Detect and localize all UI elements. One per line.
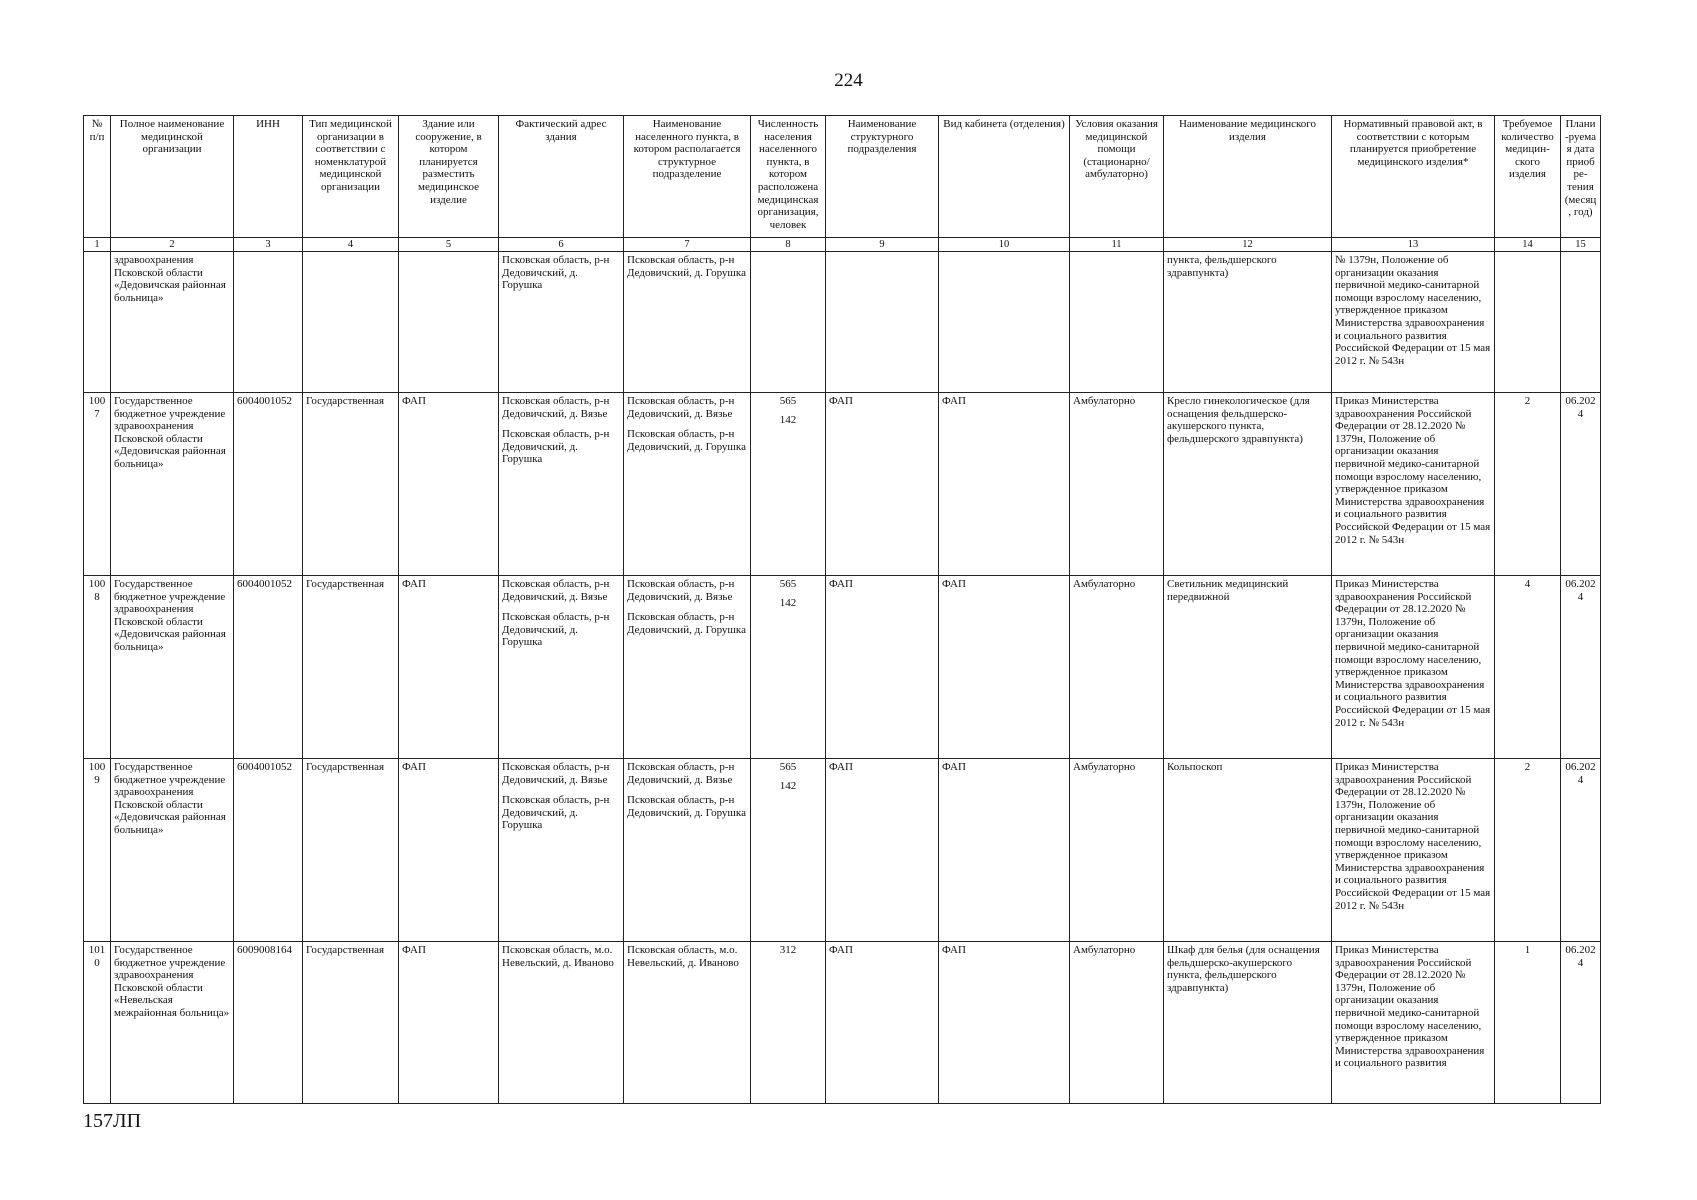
settlement-line: Псковская область, р-н Дедовичский, д. Горушка — [627, 611, 746, 636]
org-name-cell: Государственное бюджетное учреждение здравоохранения Псковской области «Дедовичская районная больница» — [111, 759, 234, 942]
cabinet-cell: ФАП — [939, 942, 1070, 1104]
device-cell: Кресло гинекологическое (для оснащения фельдшерско-акушерского пункта, фельдшерского здравпункта) — [1164, 393, 1332, 576]
inn-cell: 6004001052 — [234, 393, 303, 576]
settlement-line: Псковская область, р-н Дедовичский, д. Горушка — [627, 428, 746, 453]
act-cell: Приказ Министерства здравоохранения Российской Федерации от 28.12.2020 № 1379н, Положение об организации оказания первичной медико-санитарной помощи взрослому населению, утвержденное приказом Министерства здравоохранения и социального развития Российской Федерации от 15 мая 2012 г. № 543н — [1332, 393, 1495, 576]
address-cell: Псковская область, р-н Дедовичский, д. Горушка — [499, 252, 624, 393]
column-number: 13 — [1332, 238, 1495, 252]
address-line: Псковская область, р-н Дедовичский, д. Вязье — [502, 578, 610, 603]
building-cell: ФАП — [399, 942, 499, 1104]
population-cell — [751, 759, 826, 942]
settlement-cell — [624, 942, 751, 1104]
header-cell: № п/п — [84, 116, 111, 238]
column-number: 9 — [826, 238, 939, 252]
settlement-line: Псковская область, м.о. Невельский, д. Иваново — [627, 944, 739, 969]
table-row — [84, 576, 1601, 759]
address-line: Псковская область, р-н Дедовичский, д. Горушка — [502, 611, 610, 649]
header-cell: Вид кабинета (отделения) — [939, 116, 1070, 238]
building-cell: ФАП — [399, 576, 499, 759]
population-value: 312 — [779, 944, 797, 956]
act-cell: № 1379н, Положение об организации оказания первичной медико-санитарной помощи взрослому населению, утвержденное приказом Министерства здравоохранения и социального развития Российской Федерации от 15 мая 2012 г. № 543н — [1332, 252, 1495, 393]
address-line: Псковская область, р-н Дедовичский, д. Горушка — [502, 794, 610, 832]
header-cell: Нормативный правовой акт, в соответствии с которым планируется приобретение медицинского изделия* — [1332, 116, 1495, 238]
column-number: 3 — [234, 238, 303, 252]
settlement-cell — [624, 393, 751, 576]
header-cell: Плани-руемая дата приобре-тения (месяц, год) — [1561, 116, 1601, 238]
date-cell: 06.2024 — [1561, 576, 1601, 759]
address-cell — [499, 576, 624, 759]
quantity-cell: 2 — [1495, 393, 1561, 576]
address-line: Псковская область, р-н Дедовичский, д. Горушка — [502, 428, 610, 466]
column-number: 12 — [1164, 238, 1332, 252]
address-line: Псковская область, м.о. Невельский, д. Иваново — [502, 944, 614, 969]
row-number: 1010 — [84, 942, 111, 1104]
org-name-cell: Государственное бюджетное учреждение здравоохранения Псковской области «Дедовичская районная больница» — [111, 393, 234, 576]
header-cell: Наименование структурного подразделения — [826, 116, 939, 238]
population-cell — [751, 576, 826, 759]
page-number: 224 — [834, 70, 863, 91]
column-number: 15 — [1561, 238, 1601, 252]
header-cell: Условия оказания медицинской помощи (стационарно/ амбулаторно) — [1070, 116, 1164, 238]
address-cell — [499, 942, 624, 1104]
row-number: 1008 — [84, 576, 111, 759]
column-number: 7 — [624, 238, 751, 252]
unit-cell: ФАП — [826, 942, 939, 1104]
header-cell: Здание или сооружение, в котором планируется разместить медицинское изделие — [399, 116, 499, 238]
device-cell: Светильник медицинский передвижной — [1164, 576, 1332, 759]
population-value: 142 — [779, 596, 797, 609]
inn-cell: 6009008164 — [234, 942, 303, 1104]
population-cell — [751, 393, 826, 576]
act-cell: Приказ Министерства здравоохранения Российской Федерации от 28.12.2020 № 1379н, Положение об организации оказания первичной медико-санитарной помощи взрослому населению, утвержденное приказом Министерства здравоохранения и социального развития — [1332, 942, 1495, 1104]
cabinet-cell: ФАП — [939, 576, 1070, 759]
address-cell — [499, 759, 624, 942]
unit-cell: ФАП — [826, 393, 939, 576]
population-value: 142 — [779, 779, 797, 792]
column-number-row — [84, 238, 1601, 252]
date-cell: 06.2024 — [1561, 942, 1601, 1104]
population-value: 565 — [779, 395, 797, 407]
device-cell: Кольпоскоп — [1164, 759, 1332, 942]
header-cell: Численность населения населенного пункта, в котором расположена медицинская организация, человек — [751, 116, 826, 238]
date-cell: 06.2024 — [1561, 393, 1601, 576]
column-number: 1 — [84, 238, 111, 252]
quantity-cell: 4 — [1495, 576, 1561, 759]
org-name-cell: Государственное бюджетное учреждение здравоохранения Псковской области «Невельская межрайонная больница» — [111, 942, 234, 1104]
table-row — [84, 393, 1601, 576]
header-cell: Наименование населенного пункта, в котором располагается структурное подразделение — [624, 116, 751, 238]
unit-cell: ФАП — [826, 759, 939, 942]
inn-cell: 6004001052 — [234, 576, 303, 759]
header-cell: ИНН — [234, 116, 303, 238]
cabinet-cell: ФАП — [939, 759, 1070, 942]
document-code: 157ЛП — [83, 1110, 142, 1132]
act-cell: Приказ Министерства здравоохранения Российской Федерации от 28.12.2020 № 1379н, Положение об организации оказания первичной медико-санитарной помощи взрослому населению, утвержденное приказом Министерства здравоохранения и социального развития Российской Федерации от 15 мая 2012 г. № 543н — [1332, 576, 1495, 759]
table-row — [84, 942, 1601, 1104]
settlement-line: Псковская область, р-н Дедовичский, д. Вязье — [627, 578, 735, 603]
population-value: 565 — [779, 761, 797, 773]
address-line: Псковская область, р-н Дедовичский, д. Вязье — [502, 761, 610, 786]
cabinet-cell: ФАП — [939, 393, 1070, 576]
population-cell — [751, 942, 826, 1104]
equipment-table — [83, 115, 1601, 1104]
column-number: 4 — [303, 238, 399, 252]
header-row — [84, 116, 1601, 238]
inn-cell: 6004001052 — [234, 759, 303, 942]
org-type-cell: Государственная — [303, 393, 399, 576]
column-number: 8 — [751, 238, 826, 252]
header-cell: Фактический адрес здания — [499, 116, 624, 238]
unit-cell: ФАП — [826, 576, 939, 759]
population-value: 142 — [779, 413, 797, 426]
address-cell — [499, 393, 624, 576]
org-type-cell: Государственная — [303, 942, 399, 1104]
device-cell: Шкаф для белья (для оснащения фельдшерско-акушерского пункта, фельдшерского здравпункта) — [1164, 942, 1332, 1104]
column-number: 11 — [1070, 238, 1164, 252]
org-type-cell: Государственная — [303, 759, 399, 942]
column-number: 2 — [111, 238, 234, 252]
column-number: 6 — [499, 238, 624, 252]
conditions-cell: Амбулаторно — [1070, 759, 1164, 942]
settlement-line: Псковская область, р-н Дедовичский, д. Вязье — [627, 395, 735, 420]
date-cell: 06.2024 — [1561, 759, 1601, 942]
column-number: 10 — [939, 238, 1070, 252]
device-cell: пункта, фельдшерского здравпункта) — [1164, 252, 1332, 393]
address-line: Псковская область, р-н Дедовичский, д. Вязье — [502, 395, 610, 420]
header-cell: Тип медицинской организации в соответствии с номенклатурой медицинской организации — [303, 116, 399, 238]
settlement-line: Псковская область, р-н Дедовичский, д. Вязье — [627, 761, 735, 786]
conditions-cell: Амбулаторно — [1070, 393, 1164, 576]
settlement-cell — [624, 576, 751, 759]
org-type-cell: Государственная — [303, 576, 399, 759]
org-name-cell: Государственное бюджетное учреждение здравоохранения Псковской области «Дедовичская районная больница» — [111, 576, 234, 759]
org-name-cell: здравоохранения Псковской области «Дедовичская районная больница» — [111, 252, 234, 393]
conditions-cell: Амбулаторно — [1070, 576, 1164, 759]
settlement-cell — [624, 759, 751, 942]
building-cell: ФАП — [399, 393, 499, 576]
quantity-cell: 1 — [1495, 942, 1561, 1104]
table-row — [84, 759, 1601, 942]
header-cell: Требуемое количество медицин-ского изделия — [1495, 116, 1561, 238]
settlement-cell: Псковская область, р-н Дедовичский, д. Горушка — [624, 252, 751, 393]
column-number: 5 — [399, 238, 499, 252]
row-number: 1007 — [84, 393, 111, 576]
population-value: 565 — [779, 578, 797, 590]
column-number: 14 — [1495, 238, 1561, 252]
quantity-cell: 2 — [1495, 759, 1561, 942]
row-number: 1009 — [84, 759, 111, 942]
header-cell: Полное наименование медицинской организации — [111, 116, 234, 238]
conditions-cell: Амбулаторно — [1070, 942, 1164, 1104]
table-row-continuation — [84, 252, 1601, 393]
building-cell: ФАП — [399, 759, 499, 942]
act-cell: Приказ Министерства здравоохранения Российской Федерации от 28.12.2020 № 1379н, Положение об организации оказания первичной медико-санитарной помощи взрослому населению, утвержденное приказом Министерства здравоохранения и социального развития Российской Федерации от 15 мая 2012 г. № 543н — [1332, 759, 1495, 942]
header-cell: Наименование медицинского изделия — [1164, 116, 1332, 238]
settlement-line: Псковская область, р-н Дедовичский, д. Горушка — [627, 794, 746, 819]
